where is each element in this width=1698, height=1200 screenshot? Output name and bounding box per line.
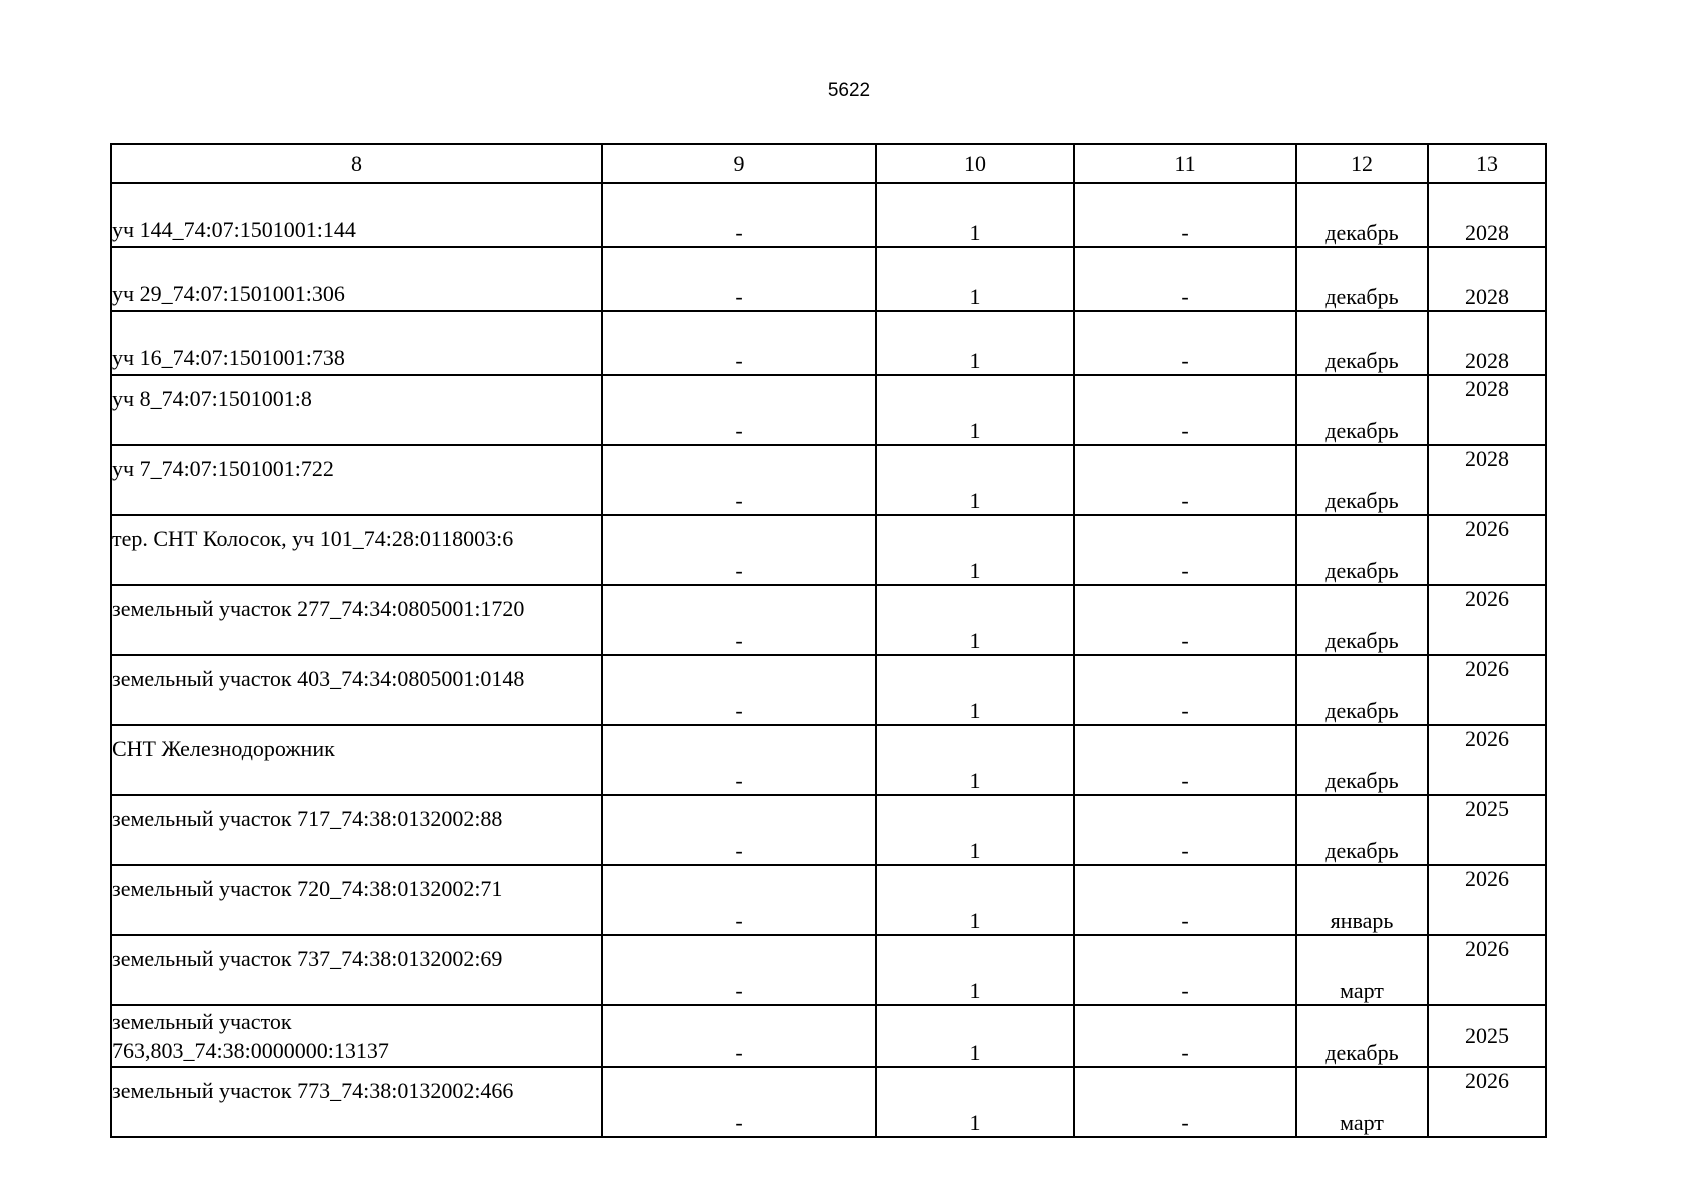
cell-col11: - (1074, 247, 1296, 311)
cell-col10: 1 (876, 725, 1074, 795)
cell-year: 2026 (1428, 935, 1546, 1005)
column-header-13: 13 (1428, 144, 1546, 183)
cell-col10: 1 (876, 445, 1074, 515)
cell-col11: - (1074, 183, 1296, 247)
cell-col11: - (1074, 585, 1296, 655)
cell-month: декабрь (1296, 183, 1428, 247)
cell-col11: - (1074, 725, 1296, 795)
column-header-8: 8 (111, 144, 602, 183)
cell-year: 2026 (1428, 865, 1546, 935)
cell-col10: 1 (876, 515, 1074, 585)
cell-col11: - (1074, 375, 1296, 445)
cell-month: январь (1296, 865, 1428, 935)
cell-col10: 1 (876, 1005, 1074, 1067)
table-row (111, 935, 1546, 1005)
cell-col10: 1 (876, 247, 1074, 311)
cell-col9: - (602, 725, 876, 795)
cell-col10: 1 (876, 375, 1074, 445)
table-row (111, 183, 1546, 247)
cell-month: декабрь (1296, 1005, 1428, 1067)
cell-name: СНТ Железнодорожник (111, 725, 602, 795)
cell-month: декабрь (1296, 585, 1428, 655)
cell-month: март (1296, 1067, 1428, 1137)
page-number: 5622 (827, 80, 871, 101)
cell-col11: - (1074, 311, 1296, 375)
cell-name: тер. СНТ Колосок, уч 101_74:28:0118003:6 (111, 515, 602, 585)
cell-col9: - (602, 935, 876, 1005)
cell-month: декабрь (1296, 795, 1428, 865)
table-row (111, 865, 1546, 935)
cell-year: 2028 (1428, 247, 1546, 311)
cell-year: 2026 (1428, 725, 1546, 795)
cell-year: 2026 (1428, 655, 1546, 725)
cell-col10: 1 (876, 1067, 1074, 1137)
table-row (111, 311, 1546, 375)
data-table (110, 143, 1547, 1138)
table-row (111, 585, 1546, 655)
cell-month: декабрь (1296, 311, 1428, 375)
cell-col9: - (602, 515, 876, 585)
cell-col9: - (602, 311, 876, 375)
cell-year: 2028 (1428, 375, 1546, 445)
cell-col10: 1 (876, 865, 1074, 935)
table-row (111, 725, 1546, 795)
cell-name: земельный участок 720_74:38:0132002:71 (111, 865, 602, 935)
cell-col11: - (1074, 445, 1296, 515)
column-header-12: 12 (1296, 144, 1428, 183)
cell-month: декабрь (1296, 655, 1428, 725)
cell-col11: - (1074, 795, 1296, 865)
table-row (111, 655, 1546, 725)
cell-name: земельный участок 403_74:34:0805001:0148 (111, 655, 602, 725)
cell-name: земельный участок 737_74:38:0132002:69 (111, 935, 602, 1005)
cell-col9: - (602, 445, 876, 515)
table-row (111, 1005, 1546, 1067)
cell-month: декабрь (1296, 515, 1428, 585)
column-header-10: 10 (876, 144, 1074, 183)
cell-col11: - (1074, 655, 1296, 725)
cell-col11: - (1074, 865, 1296, 935)
cell-col10: 1 (876, 795, 1074, 865)
table-row (111, 445, 1546, 515)
cell-name: уч 16_74:07:1501001:738 (111, 311, 602, 375)
cell-year: 2026 (1428, 515, 1546, 585)
table-row (111, 1067, 1546, 1137)
cell-year: 2026 (1428, 585, 1546, 655)
cell-month: декабрь (1296, 445, 1428, 515)
cell-col10: 1 (876, 183, 1074, 247)
cell-col9: - (602, 585, 876, 655)
column-header-11: 11 (1074, 144, 1296, 183)
cell-col9: - (602, 247, 876, 311)
cell-month: декабрь (1296, 375, 1428, 445)
cell-col9: - (602, 865, 876, 935)
cell-name: уч 29_74:07:1501001:306 (111, 247, 602, 311)
cell-name-line-2: 763,803_74:38:0000000:13137 (112, 1038, 389, 1063)
cell-name: уч 7_74:07:1501001:722 (111, 445, 602, 515)
cell-col9: - (602, 655, 876, 725)
cell-name (111, 1005, 602, 1067)
cell-year: 2025 (1428, 795, 1546, 865)
column-header-9: 9 (602, 144, 876, 183)
table-header-row (111, 144, 1546, 183)
cell-name: земельный участок 717_74:38:0132002:88 (111, 795, 602, 865)
cell-col10: 1 (876, 935, 1074, 1005)
cell-name: уч 144_74:07:1501001:144 (111, 183, 602, 247)
cell-year: 2028 (1428, 311, 1546, 375)
table-row (111, 795, 1546, 865)
table-row (111, 515, 1546, 585)
cell-col9: - (602, 795, 876, 865)
cell-col11: - (1074, 515, 1296, 585)
cell-name: уч 8_74:07:1501001:8 (111, 375, 602, 445)
cell-name: земельный участок 277_74:34:0805001:1720 (111, 585, 602, 655)
cell-year: 2025 (1428, 1005, 1546, 1067)
cell-name: земельный участок 773_74:38:0132002:466 (111, 1067, 602, 1137)
cell-col9: - (602, 1005, 876, 1067)
cell-col9: - (602, 1067, 876, 1137)
cell-col10: 1 (876, 655, 1074, 725)
table-row (111, 375, 1546, 445)
cell-col9: - (602, 375, 876, 445)
cell-col9: - (602, 183, 876, 247)
cell-month: март (1296, 935, 1428, 1005)
cell-col11: - (1074, 935, 1296, 1005)
cell-year: 2028 (1428, 183, 1546, 247)
cell-year: 2026 (1428, 1067, 1546, 1137)
table-row (111, 247, 1546, 311)
cell-col10: 1 (876, 311, 1074, 375)
cell-col10: 1 (876, 585, 1074, 655)
cell-col11: - (1074, 1005, 1296, 1067)
cell-col11: - (1074, 1067, 1296, 1137)
cell-month: декабрь (1296, 247, 1428, 311)
cell-month: декабрь (1296, 725, 1428, 795)
cell-year: 2028 (1428, 445, 1546, 515)
cell-name-line-1: земельный участок (112, 1009, 292, 1034)
